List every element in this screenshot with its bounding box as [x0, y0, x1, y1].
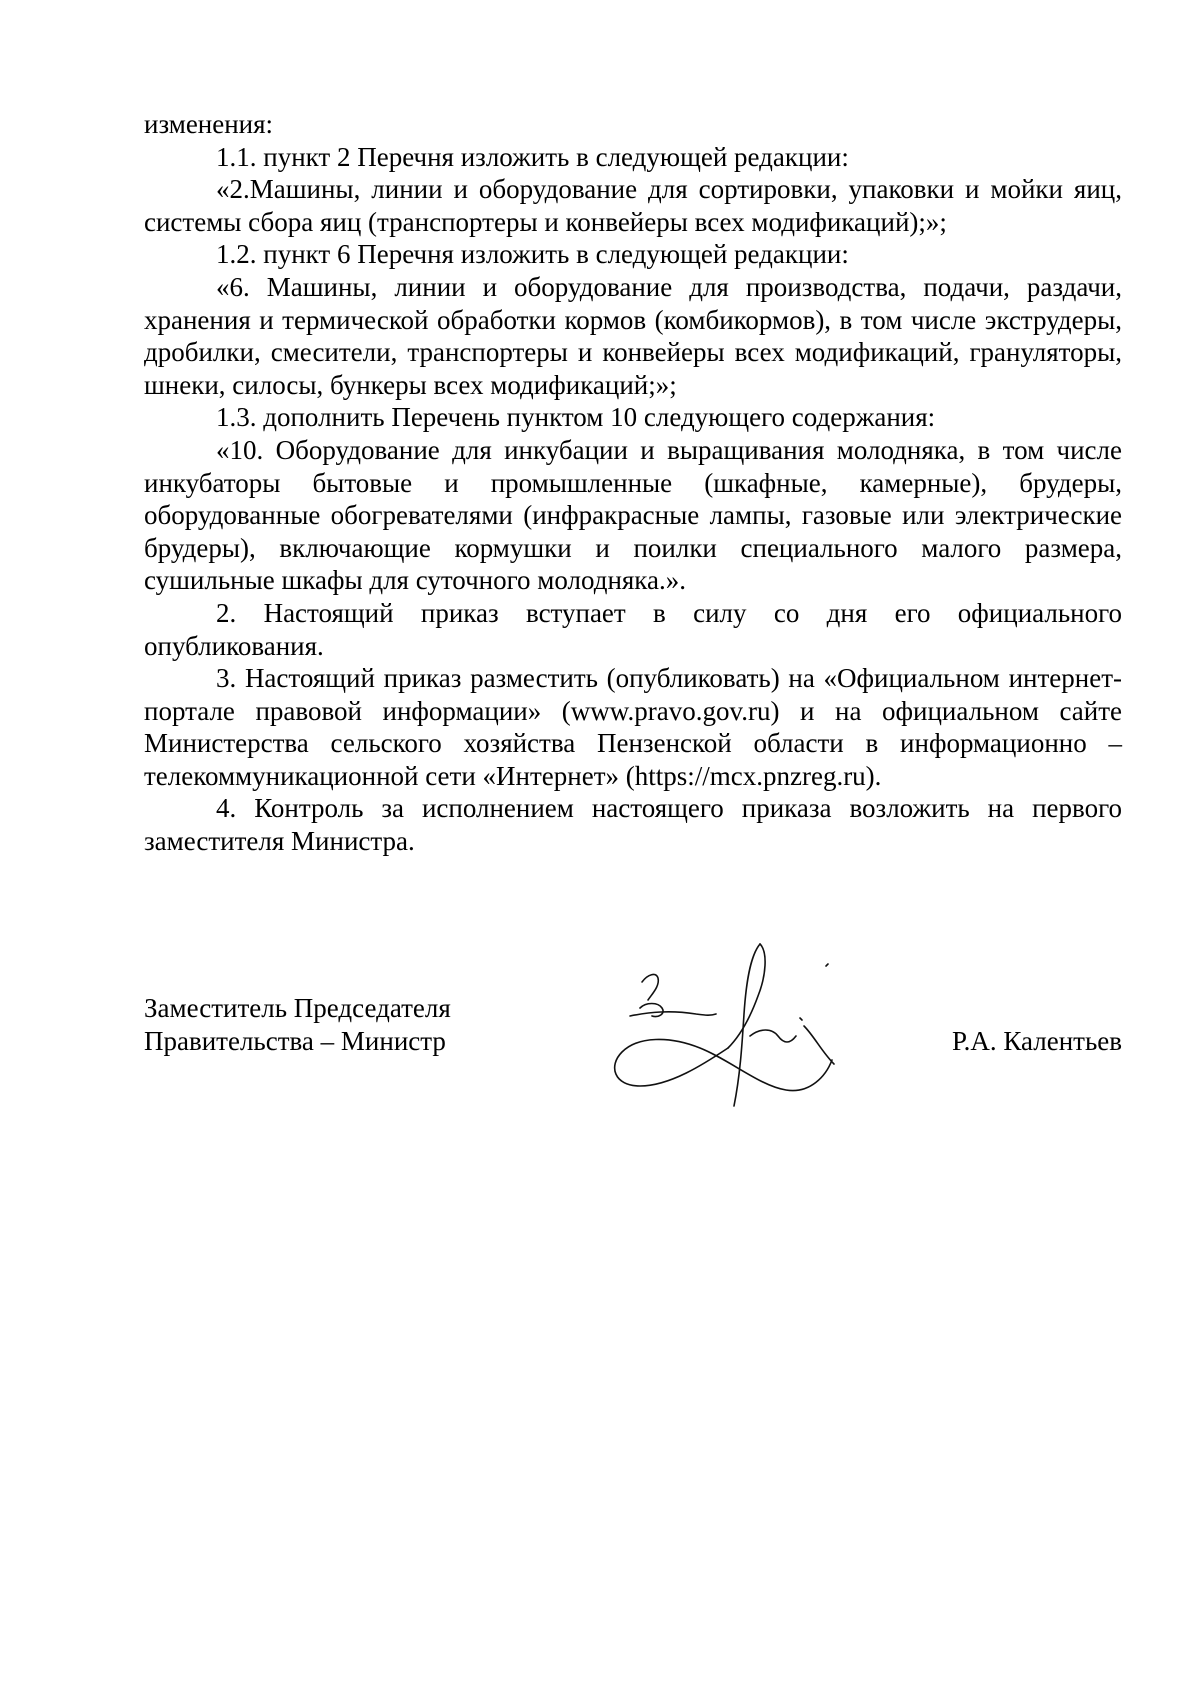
signatory-title-line2: Правительства – Министр: [144, 1025, 446, 1056]
paragraph-item-1-1: 1.1. пункт 2 Перечня изложить в следующей редакции:: [216, 141, 849, 172]
signatory-name: Р.А. Калентьев: [951, 1025, 1122, 1056]
handwritten-signature-icon: [600, 936, 860, 1116]
paragraph-point-2: 2. Настоящий приказ вступает в силу со дня его официального опубликования.: [144, 597, 1122, 661]
paragraph-item-1-2: 1.2. пункт 6 Перечня изложить в следующей редакции:: [216, 239, 849, 270]
signatory-title-line1: Заместитель Председателя: [144, 993, 451, 1023]
paragraph-item-6-text: «6. Машины, линии и оборудование для производства, подачи, раздачи, хранения и термической обработки кормов (комбикормов), в том числе экструдеры, дробилки, смесители, транспортеры и конвейеры всех модификаций, грануляторы, шнеки, силосы, бункеры всех модификаций;»;: [144, 271, 1122, 400]
document-body: [144, 108, 1122, 858]
paragraph-point-3: 3. Настоящий приказ разместить (опубликовать) на «Официальном интернет-портале правовой информации» (www.pravo.gov.ru) и на официальном сайте Министерства сельского хозяйства Пензенской области в информационно – телекоммуникационной сети «Интернет» (https://mcx.pnzreg.ru).: [144, 663, 1122, 791]
paragraph-item-2-text: «2.Машины, линии и оборудование для сортировки, упаковки и мойки яиц, системы сбора яиц (транспортеры и конвейеры всех модификаций);»;: [144, 174, 1122, 237]
paragraph-item-1-3: 1.3. дополнить Перечень пунктом 10 следующего содержания:: [216, 402, 936, 433]
paragraph-continuation: изменения:: [144, 109, 274, 139]
paragraph-point-4: 4. Контроль за исполнением настоящего приказа возложить на первого заместителя Министра.: [144, 793, 1122, 857]
signatory-title: [144, 992, 451, 1057]
paragraph-item-10-text: «10. Оборудование для инкубации и выращивания молодняка, в том числе инкубаторы бытовые и промышленные (шкафные, камерные), брудеры, оборудованные обогревателями (инфракрасные лампы, газовые или электрические брудеры), включающие кормушки и поилки специального малого размера, сушильные шкафы для суточного молодняка.».: [144, 434, 1122, 596]
